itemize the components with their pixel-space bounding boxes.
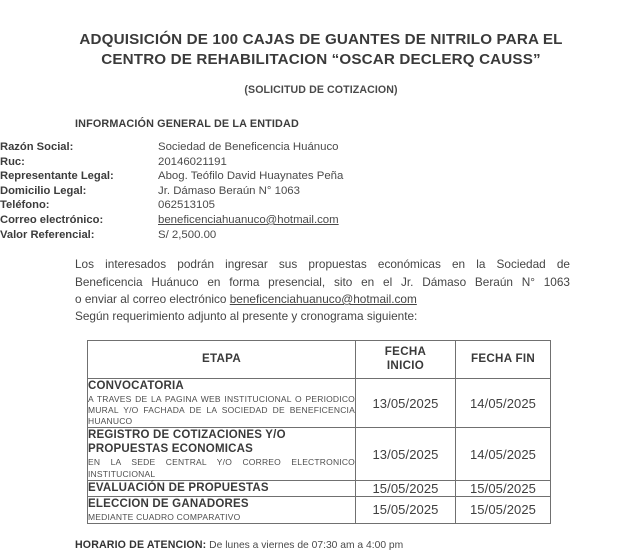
info-label-ruc: Ruc: <box>0 155 25 168</box>
info-label-correo-electronico: Correo electrónico: <box>0 213 104 226</box>
info-label-valor-referencial: Valor Referencial: <box>0 228 95 241</box>
start-date-cell: 15/05/2025 <box>356 480 456 496</box>
body-paragraph <box>0 256 642 326</box>
stage-description: EN LA SEDE CENTRAL Y/O CORREO ELECTRONICO INSTITUCIONAL <box>88 457 355 479</box>
info-value-razon-social: Sociedad de Beneficencia Huánuco <box>158 141 339 153</box>
page-title <box>62 30 580 70</box>
schedule-table <box>87 340 551 524</box>
attention-hours-label: HORARIO DE ATENCION: <box>75 539 207 551</box>
paragraph-line-4: Según requerimiento adjunto al presente y cronograma siguiente: <box>75 309 418 324</box>
title-line-1: ADQUISICIÓN DE 100 CAJAS DE GUANTES DE NITRILO PARA EL <box>79 31 563 48</box>
stage-name: REGISTRO DE COTIZACIONES Y/O PROPUESTAS ECONOMICAS <box>88 429 286 456</box>
info-value-correo-electronico[interactable]: beneficenciahuanuco@hotmail.com <box>158 213 339 226</box>
info-value-telefono: 062513105 <box>158 199 216 212</box>
stage-cell <box>88 480 356 496</box>
attention-hours-footer <box>0 539 642 551</box>
stage-name: EVALUACIÓN DE PROPUESTAS <box>88 481 269 494</box>
end-date-cell: 15/05/2025 <box>456 496 551 523</box>
schedule-table-wrapper <box>0 340 642 524</box>
email-link[interactable]: beneficenciahuanuco@hotmail.com <box>229 291 417 306</box>
info-row <box>0 213 343 228</box>
entity-info-list <box>0 140 343 242</box>
end-date-cell: 14/05/2025 <box>456 378 551 428</box>
start-date-cell: 15/05/2025 <box>356 496 456 523</box>
stage-cell <box>88 428 356 480</box>
stage-description: MEDIANTE CUADRO COMPARATIVO <box>88 511 241 522</box>
info-value-representante-legal: Abog. Teófilo David Huaynates Peña <box>158 170 344 183</box>
column-header-fecha-inicio-line1: FECHA <box>384 345 427 359</box>
info-label-razon-social: Razón Social: <box>0 141 74 153</box>
column-header-fecha-inicio-line2: INICIO <box>386 359 425 373</box>
stage-description: A TRAVES DE LA PAGINA WEB INSTITUCIONAL O PERIODICO MURAL Y/O FACHADA DE LA SOCIEDAD DE BENEFICENCIA HUANUCO <box>88 393 355 427</box>
paragraph-line-3-prefix: o enviar al correo electrónico <box>75 291 230 306</box>
table-row <box>88 428 551 480</box>
start-date-cell: 13/05/2025 <box>356 378 456 428</box>
info-row <box>0 198 343 213</box>
end-date-cell: 15/05/2025 <box>456 480 551 496</box>
paragraph-line-2: Beneficencia Huánuco en forma presencial, sito en el Jr. Dámaso Beraún N° 1063 <box>75 274 570 289</box>
info-label-representante-legal: Representante Legal: <box>0 170 114 183</box>
table-row <box>88 496 551 523</box>
info-row <box>0 140 343 155</box>
attention-hours-value: De lunes a viernes de 07:30 am a 4:00 pm <box>206 540 404 551</box>
paragraph-line-1: Los interesados podrán ingresar sus propuestas económicas en la Sociedad de <box>75 257 570 272</box>
stage-cell <box>88 496 356 523</box>
end-date-cell: 14/05/2025 <box>456 428 551 480</box>
info-value-domicilio-legal: Jr. Dámaso Beraún N° 1063 <box>158 184 300 197</box>
info-label-telefono: Teléfono: <box>0 199 50 212</box>
info-row <box>0 169 343 184</box>
info-row <box>0 184 343 199</box>
info-label-domicilio-legal: Domicilio Legal: <box>0 184 87 197</box>
info-value-valor-referencial: S/ 2,500.00 <box>158 228 217 241</box>
stage-name: CONVOCATORIA <box>88 379 184 392</box>
stage-cell <box>88 378 356 428</box>
table-header-row <box>88 340 551 378</box>
entity-section-heading: INFORMACIÓN GENERAL DE LA ENTIDAD <box>75 118 299 130</box>
info-row <box>0 155 343 170</box>
info-value-ruc: 20146021191 <box>158 155 227 168</box>
column-header-fecha-inicio <box>356 340 456 378</box>
title-line-2: CENTRO DE REHABILITACION “OSCAR DECLERQ CAUSS” <box>101 51 541 68</box>
title-block <box>0 0 642 96</box>
column-header-etapa: ETAPA <box>88 340 356 378</box>
stage-name: ELECCION DE GANADORES <box>88 497 249 510</box>
column-header-fecha-fin: FECHA FIN <box>456 340 551 378</box>
table-row <box>88 480 551 496</box>
paragraph-line-3 <box>75 291 570 308</box>
document-subtitle: (SOLICITUD DE COTIZACION) <box>244 84 398 96</box>
table-row <box>88 378 551 428</box>
info-row <box>0 228 343 243</box>
start-date-cell: 13/05/2025 <box>356 428 456 480</box>
